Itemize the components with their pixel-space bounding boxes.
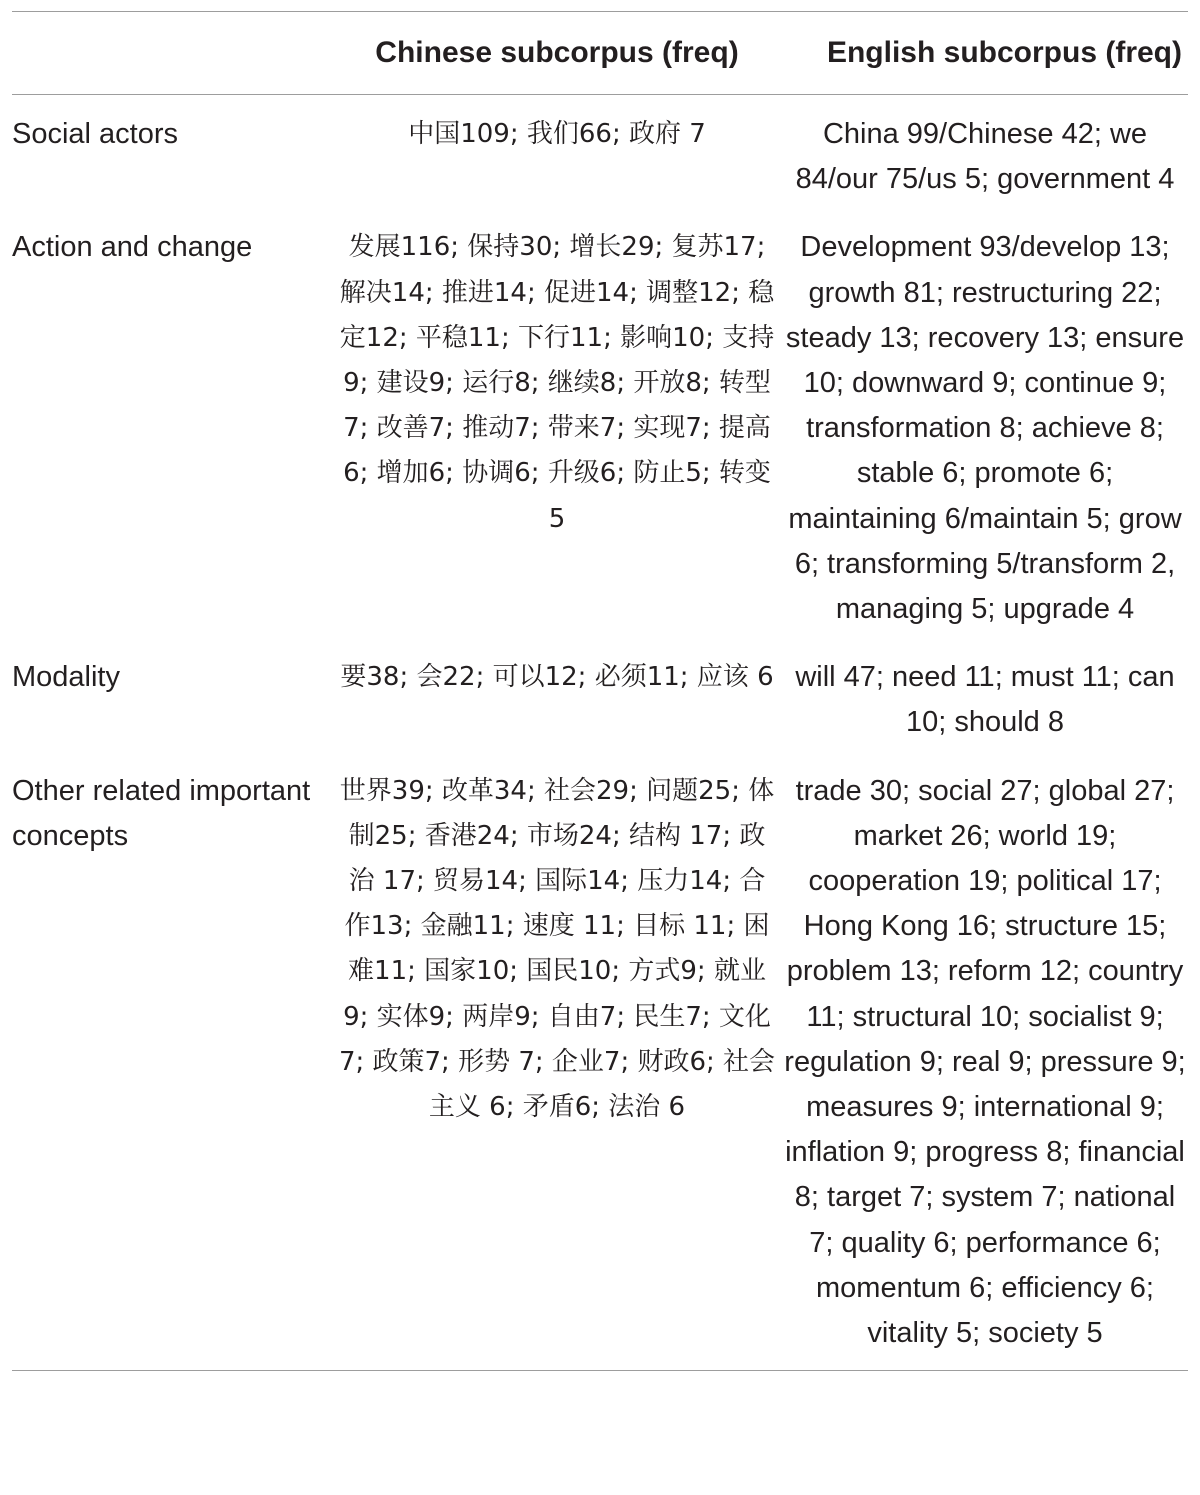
- row-english-terms: trade 30; social 27; global 27; market 26; world 19; cooperation 19; political 17; Hong Kong 16; structure 15; problem 13; reform 12; country 11; structural 10; socialist 9; regulation 9; real 9; pressure 9; measures 9; international 9; inflation 9; progress 8; financial 8; target 7; system 7; national 7; quality 6; performance 6; momentum 6; efficiency 6; vitality 5; society 5: [784, 774, 1186, 1350]
- row-category: Modality: [12, 661, 120, 694]
- row-category: Other related important concepts: [12, 774, 311, 852]
- row-chinese-terms: 中国109; 我们66; 政府 7: [408, 119, 706, 149]
- row-chinese-terms: 发展116; 保持30; 增长29; 复苏17; 解决14; 推进14; 促进14; 调整12; 稳定12; 平稳11; 下行11; 影响10; 支持9; 建设9; 运行8; 继续8; 开放8; 转型7; 改善7; 推动7; 带来7; 实现7; 提高6; 增加6; 协调6; 升级6; 防止5; 转变 5: [339, 232, 775, 534]
- row-category: Action and change: [12, 231, 253, 264]
- row-english-terms: Development 93/develop 13; growth 81; restructuring 22; steady 13; recovery 13; ensure 10; downward 9; continue 9; transformation 8; achieve 8; stable 6; promote 6; maintaining 6/maintain 5; grow 6; transforming 5/transform 2, managing 5; upgrade 4: [785, 231, 1185, 626]
- header-category: [12, 12, 332, 95]
- row-chinese-terms: 世界39; 改革34; 社会29; 问题25; 体制25; 香港24; 市场24; 结构 17; 政治 17; 贸易14; 国际14; 压力14; 合作13; 金融11; 速度 11; 目标 11; 困难11; 国家10; 国民10; 方式9; 就业9; 实体9; 两岸9; 自由7; 民生7; 文化7; 政策7; 形势 7; 企业7; 财政6; 社会主义 6; 矛盾6; 法治 6: [338, 775, 776, 1123]
- table-header: [12, 12, 1188, 95]
- row-category: Social actors: [12, 118, 179, 150]
- header-chinese-subcorpus: Chinese subcorpus (freq): [375, 36, 739, 69]
- frequency-table-container: [12, 0, 1188, 1371]
- row-english-terms: China 99/Chinese 42; we 84/our 75/us 5; government 4: [795, 118, 1175, 196]
- table-row: [12, 208, 1188, 638]
- frequency-table: [12, 11, 1188, 1371]
- row-chinese-terms: 要38; 会22; 可以12; 必须11; 应该 6: [340, 662, 774, 693]
- table-body: [12, 95, 1188, 1371]
- table-row: [12, 95, 1188, 209]
- header-row: [12, 12, 1188, 95]
- table-row: [12, 638, 1188, 751]
- row-english-terms: will 47; need 11; must 11; can 10; should 8: [795, 661, 1175, 739]
- header-english-subcorpus: English subcorpus (freq): [826, 36, 1182, 69]
- table-row: [12, 752, 1188, 1371]
